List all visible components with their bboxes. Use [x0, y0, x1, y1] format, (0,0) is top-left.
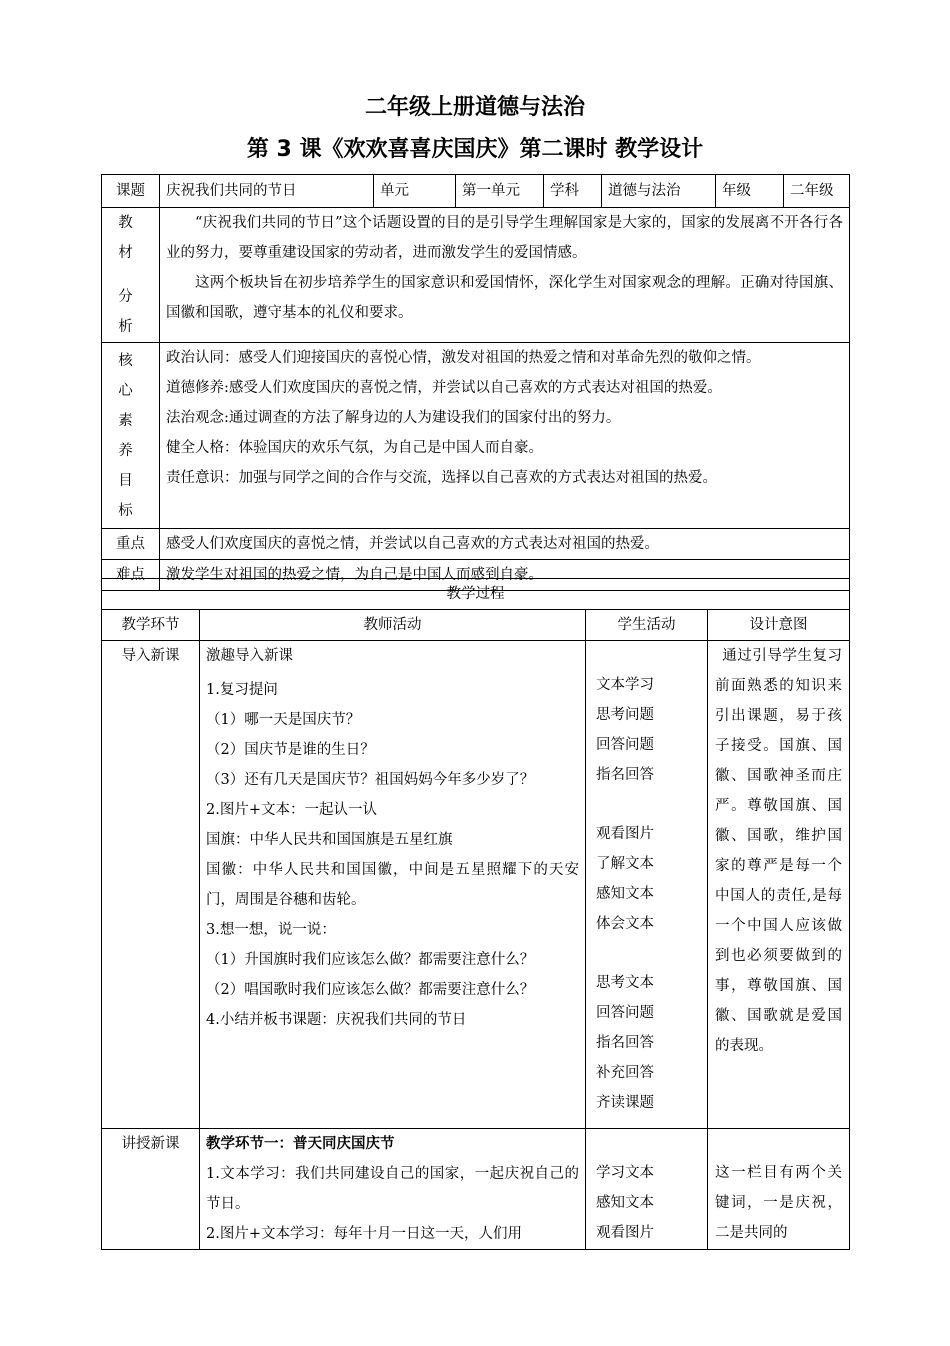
grade-value: 二年级 [784, 175, 850, 208]
design-intent-intro [708, 641, 850, 1129]
teacher-line: 激趣导入新课 [206, 648, 293, 664]
analysis-paragraph: “庆祝我们共同的节日”这个话题设置的目的是引导学生理解国家是大家的，国家的发展离不开各行各业的努力，要尊重建设国家的劳动者，进而激发学生的爱国情感。 [166, 215, 843, 261]
stage-intro: 导入新课 [102, 641, 200, 1129]
intent-text: 通过引导学生复习前面熟悉的知识来引出课题，易于孩子接受。国旗、国徽、国歌神圣而庄严。尊敬国旗、国徽、国歌，维护国家的尊严是每一个中国人的责任,是每一个中国人应该做到也必须要做到的事，尊敬国旗、国徽、国歌就是爱国的表现。 [715, 648, 842, 1054]
teacher-line: （1）哪一天是国庆节？ [206, 712, 361, 728]
topic-label: 课题 [102, 175, 160, 208]
student-activity-intro [586, 641, 708, 1129]
analysis-paragraph: 这两个板块旨在初步培养学生的国家意识和爱国情怀，深化学生对国家观念的理解。正确对待国旗、国徽和国歌，遵守基本的礼仪和要求。 [166, 275, 843, 321]
lesson-info-table [101, 174, 850, 591]
student-activity-lecture [586, 1129, 708, 1250]
subject-label: 学科 [544, 175, 602, 208]
goal-item: 道德修养:感受人们欢度国庆的喜悦之情，并尝试以自己喜欢的方式表达对祖国的热爱。 [166, 380, 722, 396]
teacher-line: （3）还有几天是国庆节？祖国妈妈今年多少岁了？ [206, 772, 535, 788]
material-analysis-content [160, 208, 850, 343]
student-line: 感知文本 [596, 1195, 654, 1211]
unit-value: 第一单元 [456, 175, 544, 208]
lesson-title: 第 3 课《欢欢喜喜庆国庆》第二课时 教学设计 [246, 137, 704, 162]
teacher-line: 国徽：中华人民共和国国徽，中间是五星照耀下的天安门，周围是谷穗和齿轮。 [206, 862, 579, 908]
intent-text: 这一栏目有两个关键词，一是庆祝，二是共同的 [715, 1165, 842, 1241]
col-header-teacher: 教师活动 [200, 610, 586, 641]
teacher-line: 3.想一想，说一说： [206, 922, 336, 938]
key-point-label: 重点 [102, 529, 160, 560]
student-line: 学习文本 [596, 1165, 654, 1181]
teaching-step-heading: 教学环节一：普天同庆国庆节 [206, 1136, 395, 1152]
col-header-intent: 设计意图 [708, 610, 850, 641]
key-point-value: 感受人们欢度国庆的喜悦之情，并尝试以自己喜欢的方式表达对祖国的热爱。 [160, 529, 850, 560]
goal-item: 政治认同：感受人们迎接国庆的喜悦心情，激发对祖国的热爱之情和对革命先烈的敬仰之情。 [166, 350, 761, 366]
process-title: 教学过程 [102, 579, 850, 610]
col-header-student: 学生活动 [586, 610, 708, 641]
student-line: 了解文本 [596, 856, 654, 872]
student-line: 思考文本 [596, 975, 654, 991]
teacher-activity-intro [200, 641, 586, 1129]
student-line: 文本学习 [596, 677, 654, 693]
teacher-line: 1.文本学习：我们共同建设自己的国家，一起庆祝自己的节日。 [206, 1166, 579, 1212]
goal-item: 法治观念:通过调查的方法了解身边的人为建设我们的国家付出的努力。 [166, 410, 621, 426]
teacher-line: （2）唱国歌时我们应该怎么做？都需要注意什么？ [206, 982, 535, 998]
student-line: 齐读课题 [596, 1095, 654, 1111]
col-header-stage: 教学环节 [102, 610, 200, 641]
grade-label: 年级 [716, 175, 784, 208]
student-line: 指名回答 [596, 1035, 654, 1051]
topic-value: 庆祝我们共同的节日 [160, 175, 374, 208]
student-line: 体会文本 [596, 916, 654, 932]
design-intent-lecture [708, 1129, 850, 1250]
teacher-activity-lecture [200, 1129, 586, 1250]
unit-label: 单元 [374, 175, 456, 208]
teaching-process-table [101, 578, 850, 1250]
teacher-line: 2.图片+文本学习：每年十月一日这一天，人们用 [206, 1226, 522, 1242]
teacher-line: 4.小结并板书课题：庆祝我们共同的节日 [206, 1012, 467, 1028]
teacher-line: 1.复习提问 [206, 682, 278, 698]
material-analysis-label: 教 材 分 析 [102, 208, 160, 343]
document-title: 二年级上册道德与法治 [364, 95, 585, 120]
goal-item: 责任意识：加强与同学之间的合作与交流，选择以自己喜欢的方式表达对祖国的热爱。 [166, 470, 717, 486]
subject-value: 道德与法治 [602, 175, 716, 208]
student-line: 观看图片 [596, 1225, 654, 1241]
core-goals-content [160, 343, 850, 529]
difficulty-value: 激发学生对祖国的热爱之情，为自己是中国人而感到自豪。 [160, 560, 850, 591]
student-line: 回答问题 [596, 1005, 654, 1021]
goal-item: 健全人格：体验国庆的欢乐气氛，为自己是中国人而自豪。 [166, 440, 543, 456]
student-line: 感知文本 [596, 886, 654, 902]
teacher-line: （1）升国旗时我们应该怎么做？都需要注意什么？ [206, 952, 535, 968]
teacher-line: （2）国庆节是谁的生日？ [206, 742, 375, 758]
student-line: 补充回答 [596, 1065, 654, 1081]
teacher-line: 国旗：中华人民共和国国旗是五星红旗 [206, 832, 453, 848]
difficulty-label: 难点 [102, 560, 160, 591]
stage-lecture: 讲授新课 [102, 1129, 200, 1250]
student-line: 指名回答 [596, 767, 654, 783]
teacher-line: 2.图片+文本：一起认一认 [206, 802, 377, 818]
core-goals-label: 核 心 素 养 目 标 [102, 343, 160, 529]
student-line: 观看图片 [596, 826, 654, 842]
student-line: 回答问题 [596, 737, 654, 753]
student-line: 思考问题 [596, 707, 654, 723]
